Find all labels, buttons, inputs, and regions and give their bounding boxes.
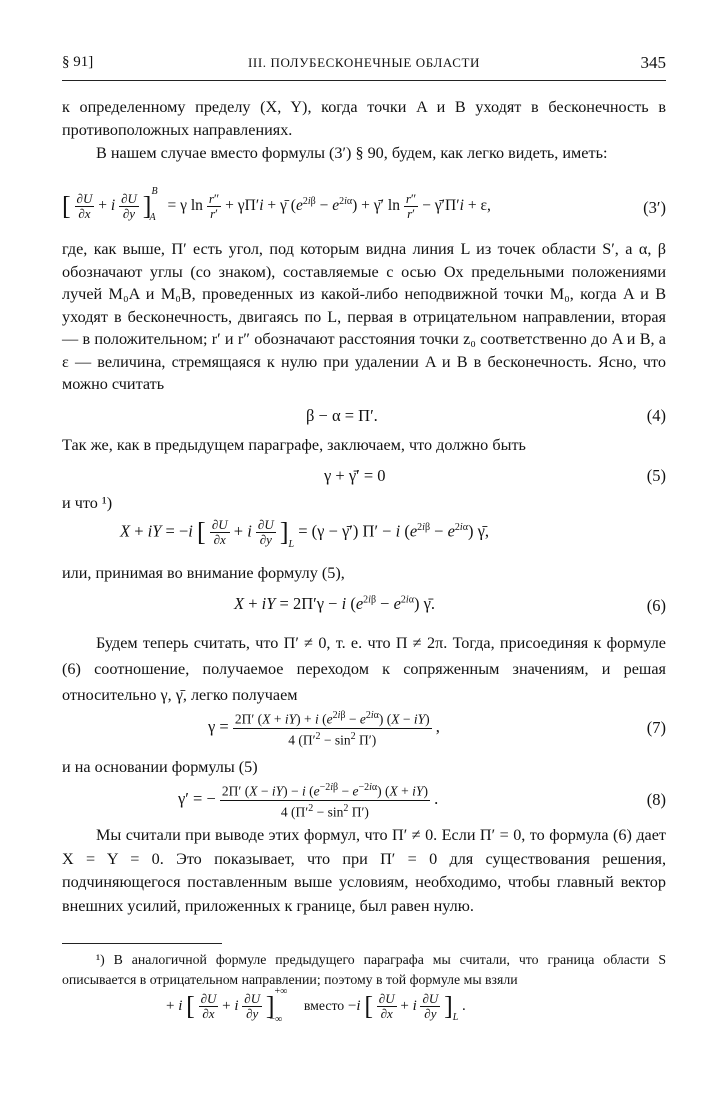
equation-number-6: (6) xyxy=(646,596,666,615)
header-rule xyxy=(62,80,666,81)
header-section: § 91] xyxy=(62,54,94,70)
paragraph-1: к определенному пределу (X, Y), когда точки A и B уходят в бесконечность в противоположных направлениях. xyxy=(62,98,666,139)
footnote-text: ¹) В аналогичной формуле предыдущего параграфа мы считали, что граница области S описывается в отрицательном направлении; поэтому в той формуле мы взяли xyxy=(62,952,666,987)
paragraph-4: Так же, как в предыдущем параграфе, заключаем, что должно быть xyxy=(62,436,526,454)
paragraph-9: Мы считали при выводе этих формул, что Π′ ≠ 0. Если Π′ = 0, то формула (6) дает X = Y = 0. Это показывает, что при Π′ = 0 для существования решения, подчиняющегося поставленным выше условиям, необходимо, чтобы главный вектор внешних усилий, приложенных к границе, был равен нулю. xyxy=(62,826,666,915)
paragraph-3: где, как выше, Π′ есть угол, под которым видна линия L из точек области S′, а α, β обозначают углы (со знаком), составляемые с осью Ox предельными положениями лучей M₀A и M₀B, проведенных из какой-либо неподвижной точки M₀, когда A и B уходят в бесконечность, двигаясь по L, первая в отрицательном направлении, вторая — в положительном; r′ и r″ обозначают расстояния точки z₀ соответственно до A и B, а ε — величина, стремящаяся к нулю при удалении A и B в бесконечность. Ясно, что можно считать xyxy=(62,240,666,393)
equation-7: γ = $\frac{2\Pi' (X + iY) + i (e^{2i\beta} - e^{2i\alpha}) (X - iY)}{4 (\Pi'^2 - \sin^2 \Pi')}$ , (7) xyxy=(208,710,666,747)
equation-number-4: (4) xyxy=(646,406,666,425)
equation-number-5: (5) xyxy=(646,466,666,485)
footnote-rule xyxy=(62,943,222,944)
paragraph-2: В нашем случае вместо формулы (3′) § 90, будем, как легко видеть, иметь: xyxy=(96,144,608,162)
paragraph-7: Будем теперь считать, что Π′ ≠ 0, т. е. что Π ≠ 2π. Тогда, присоединяя к формуле (6) соотношение, получаемое переходом к сопряженным значениям, и решая относительно γ, γ̄, легко получаем xyxy=(62,634,666,704)
running-header xyxy=(62,54,666,78)
equation-4 xyxy=(62,406,666,436)
paragraph-5: и что ¹) xyxy=(62,494,113,512)
equation-number-8: (8) xyxy=(646,790,666,809)
footnote-instead-word: вместо xyxy=(303,997,345,1013)
page-number: 345 xyxy=(640,53,666,72)
equation-6: X + iY = 2Π′γ − i $(e^{2i\beta} - e^{2i\alpha})$ γ̄. (6) xyxy=(234,594,666,615)
equation-5-formula: γ + γ̄′ = 0 xyxy=(324,466,386,485)
equation-3prime: [ $\frac{\partial U}{\partial x}$ + i $\frac{\partial U}{\partial y}$ ]$^B_A$ = γ ln $\frac{r''}{r'}$ + γΠ′i + γ̄ $(e^{2i\beta} - e^{2i\alpha})$ + γ̄′ ln $\frac{r''}{r'}$ − γ̄′Π′i + ε, (3′) xyxy=(62,185,666,224)
footnote-formula: + i [ $\frac{\partial U}{\partial x}$ + i $\frac{\partial U}{\partial y}$ ]$^{+\infty}_{-\infty}$ вместо −i [ $\frac{\partial U}{\partial x}$ + i $\frac{\partial U}{\partial y}$ ]$_L$ . xyxy=(166,985,466,1025)
paragraph-6: или, принимая во внимание формулу (5), xyxy=(62,564,345,582)
equation-8: γ′ = − $\frac{2\Pi' (X - iY) - i (e^{-2i\beta} - e^{-2i\alpha}) (X + iY)}{4 (\Pi'^2 - \sin^2 \Pi')}$ . (8) xyxy=(178,782,666,819)
header-title: III. ПОЛУБЕСКОНЕЧНЫЕ ОБЛАСТИ xyxy=(247,55,481,70)
equation-number-3prime: (3′) xyxy=(643,198,666,217)
equation-4-formula: β − α = Π′. xyxy=(306,406,378,425)
equation-number-7: (7) xyxy=(646,718,666,737)
equation-unnumbered: X + iY = −i [ $\frac{\partial U}{\partial x}$ + i $\frac{\partial U}{\partial y}$ ]$_L = (\gamma$ − γ̄′) Π′ − i $(e^{2i\beta} - e^{2i\alpha})$ γ̄, xyxy=(120,517,489,550)
paragraph-8: и на основании формулы (5) xyxy=(62,758,258,776)
